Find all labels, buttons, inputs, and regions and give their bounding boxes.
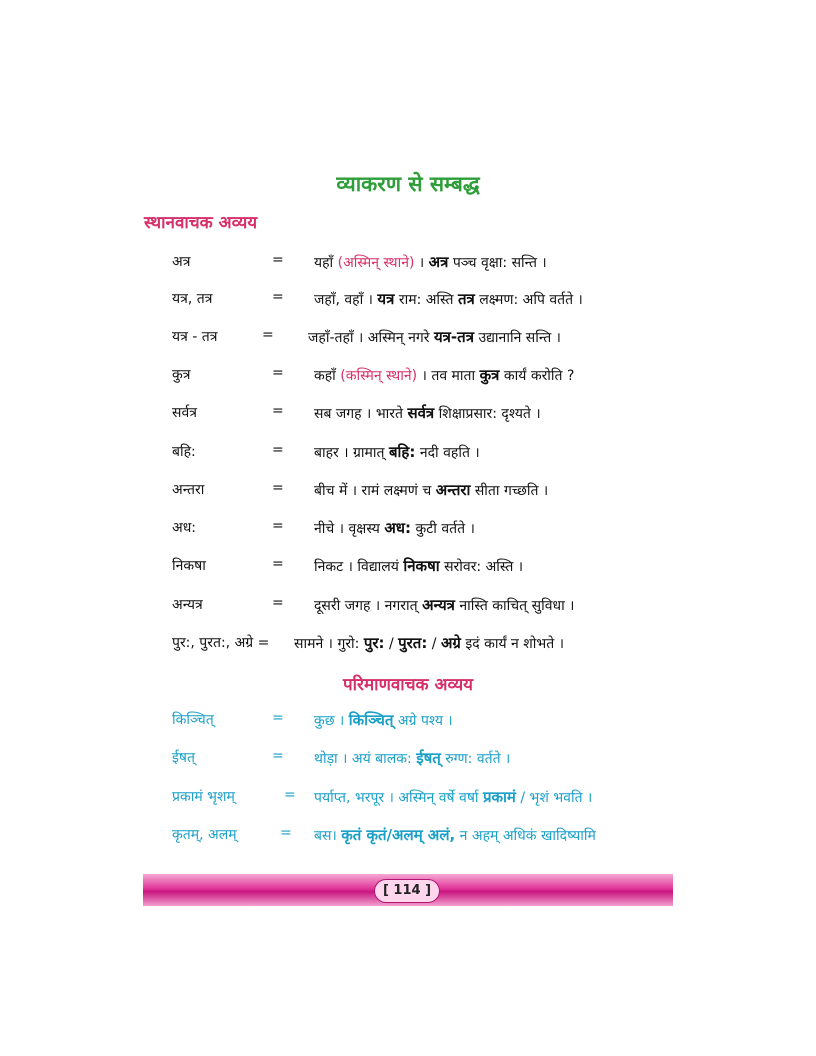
list-item: यत्र - तत्र = जहाँ-तहाँ । अस्मिन् नगरे यत्र-तत्र उद्यानानि सन्ति । [172,327,561,346]
page-number: [ 114 ] [374,879,440,903]
list-item: सर्वत्र = सब जगह । भारते सर्वत्र शिक्षाप्रसार: दृश्यते । [172,403,541,422]
list-item: ईषत् = थोड़ा । अयं बालक: ईषत् रुग्ण: वर्तते । [172,748,511,767]
page-title: व्याकरण से सम्बद्ध [336,172,480,196]
list-item: अध: = नीचे । वृक्षस्य अध: कुटी वर्तते । [172,518,475,537]
list-item: प्रकामं भृशम् = पर्याप्त, भरपूर । अस्मिन् वर्षे वर्षा प्रकामं / भृशं भवति । [172,787,593,806]
list-item: कुत्र = कहाँ (कस्मिन् स्थाने) । तव माता कुत्र कार्यं करोति ? [172,365,575,384]
list-item: पुर:, पुरत:, अग्रे = सामने । गुरो: पुर: / पुरत: / अग्रे इदं कार्यं न शोभते । [172,634,564,652]
list-item: किञ्चित् = कुछ । किञ्चित् अग्रे पश्य । [172,710,453,729]
list-item: निकषा = निकट । विद्यालयं निकषा सरोवर: अस्ति । [172,556,524,575]
list-item: यत्र, तत्र = जहाँ, वहाँ । यत्र राम: अस्ति तत्र लक्ष्मण: अपि वर्तते । [172,289,583,308]
list-item: कृतम्, अलम् = बस। कृतं कृतं/अलम् अलं, न अहम् अधिकं खादिष्यामि [172,825,596,844]
section-heading-place: स्थानवाचक अव्यय [144,213,258,233]
section-heading-quantity: परिमाणवाचक अव्यय [342,675,474,695]
list-item: अन्यत्र = दूसरी जगह । नगरात् अन्यत्र नास्ति काचित् सुविधा । [172,595,575,614]
list-item: अन्तरा = बीच में । रामं लक्ष्मणं च अन्तरा सीता गच्छति । [172,480,549,499]
list-item: अत्र = यहाँ (अस्मिन् स्थाने) । अत्र पञ्च वृक्षा: सन्ति । [172,252,547,271]
list-item: बहि: = बाहर । ग्रामात् बहि: नदी वहति । [172,442,480,461]
